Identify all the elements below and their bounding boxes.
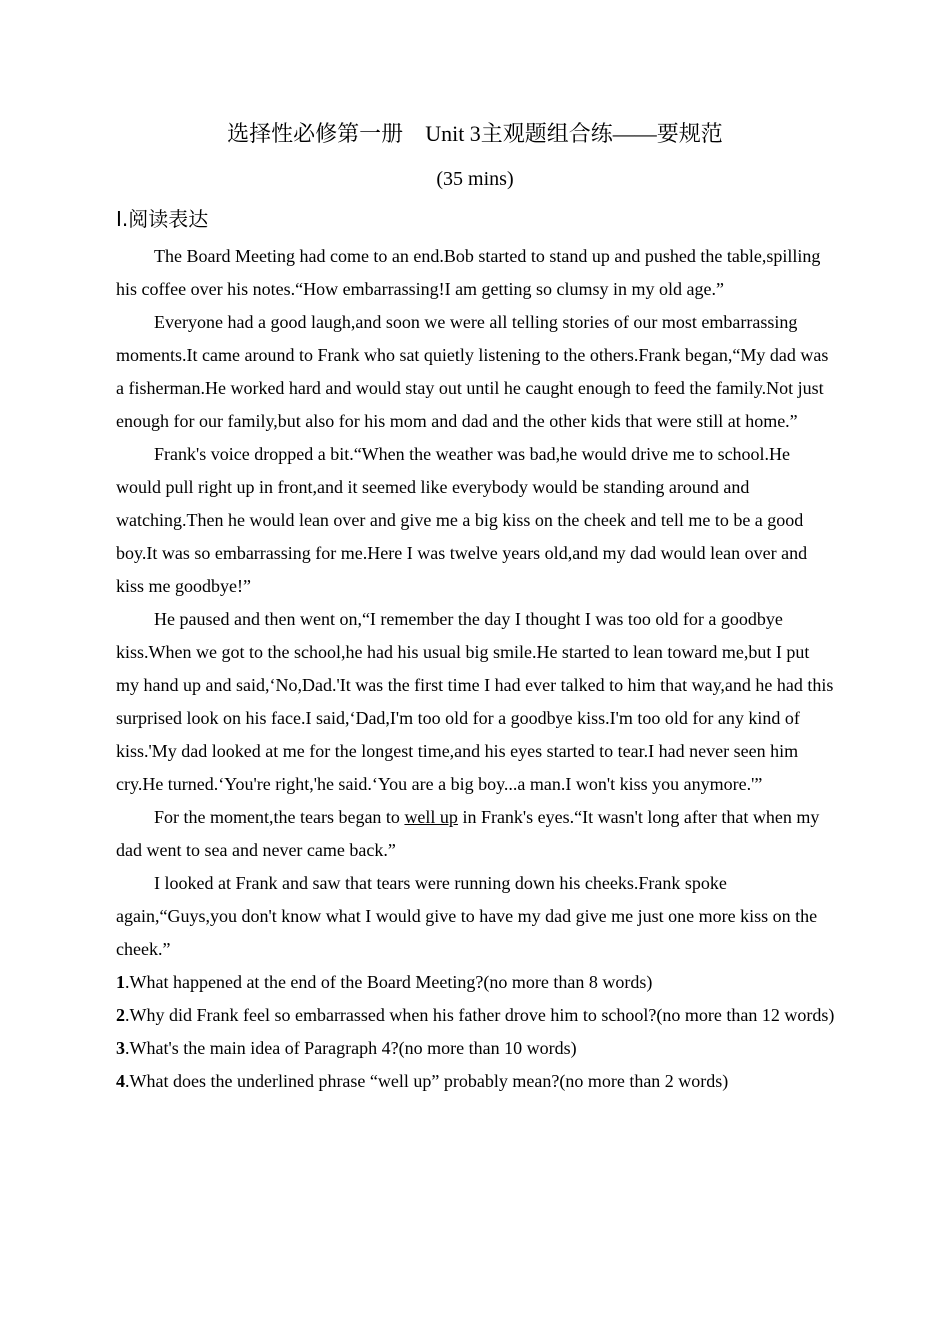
question-1 <box>116 966 836 999</box>
paragraph-5 <box>116 801 836 867</box>
question-text: .Why did Frank feel so embarrassed when his father drove him to school?(no more than 12 words) <box>125 1005 835 1025</box>
paragraph-1: The Board Meeting had come to an end.Bob started to stand up and pushed the table,spilling his coffee over his notes.“How embarrassing!I am getting so clumsy in my old age.” <box>116 246 821 299</box>
underlined-phrase: well up <box>404 807 458 827</box>
page-title <box>0 118 950 150</box>
paragraph-5-start: For the moment,the tears began to <box>154 807 405 827</box>
question-text: .What does the underlined phrase “well up” probably mean?(no more than 2 words) <box>125 1071 729 1091</box>
reading-passage <box>116 240 836 1098</box>
time-limit: (35 mins) <box>436 168 514 190</box>
question-number: 3 <box>116 1038 125 1058</box>
paragraph-4: He paused and then went on,“I remember the day I thought I was too old for a goodbye kiss.When we got to the school,he had his usual big smile.He started to lean toward me,but I put my hand up and said,‘No,Dad.'It was the first time I had ever talked to him that way,and he had this surprised look on his face.I said,‘Dad,I'm too old for a goodbye kiss.I'm too old for any kind of kiss.'My dad looked at me for the longest time,and his eyes started to tear.I had never seen him cry.He turned.‘You're right,'he said.‘You are a big boy...a man.I won't kiss you anymore.'” <box>116 609 834 794</box>
question-number: 2 <box>116 1005 125 1025</box>
title-unit: Unit 3主观题组合练——要规范 <box>425 121 723 146</box>
question-number: 1 <box>116 972 125 992</box>
question-2 <box>116 999 836 1032</box>
paragraph-2: Everyone had a good laugh,and soon we were all telling stories of our most embarrassing moments.It came around to Frank who sat quietly listening to the others.Frank began,“My dad was a fisherman.He worked hard and would stay out until he caught enough to feed the family.Not just enough for our family,but also for his mom and dad and the other kids that were still at home.” <box>116 312 829 431</box>
title-book: 选择性必修第一册 <box>227 121 404 146</box>
section-heading: Ⅰ.阅读表达 <box>116 207 209 231</box>
question-3 <box>116 1032 836 1065</box>
question-text: .What happened at the end of the Board Meeting?(no more than 8 words) <box>125 972 653 992</box>
question-text: .What's the main idea of Paragraph 4?(no more than 10 words) <box>125 1038 577 1058</box>
question-number: 4 <box>116 1071 125 1091</box>
paragraph-6: I looked at Frank and saw that tears were running down his cheeks.Frank spoke again,“Guys,you don't know what I would give to have my dad give me just one more kiss on the cheek.” <box>116 873 818 959</box>
paragraph-5-end: in Frank's eyes.“It wasn't long after that when my dad went to sea and never came back.” <box>116 807 820 860</box>
paragraph-3: Frank's voice dropped a bit.“When the weather was bad,he would drive me to school.He would pull right up in front,and it seemed like everybody would be standing around and watching.Then he would lean over and give me a big kiss on the cheek and tell me to be a good boy.It was so embarrassing for me.Here I was twelve years old,and my dad would lean over and kiss me goodbye!” <box>116 444 808 596</box>
question-4 <box>116 1065 836 1098</box>
